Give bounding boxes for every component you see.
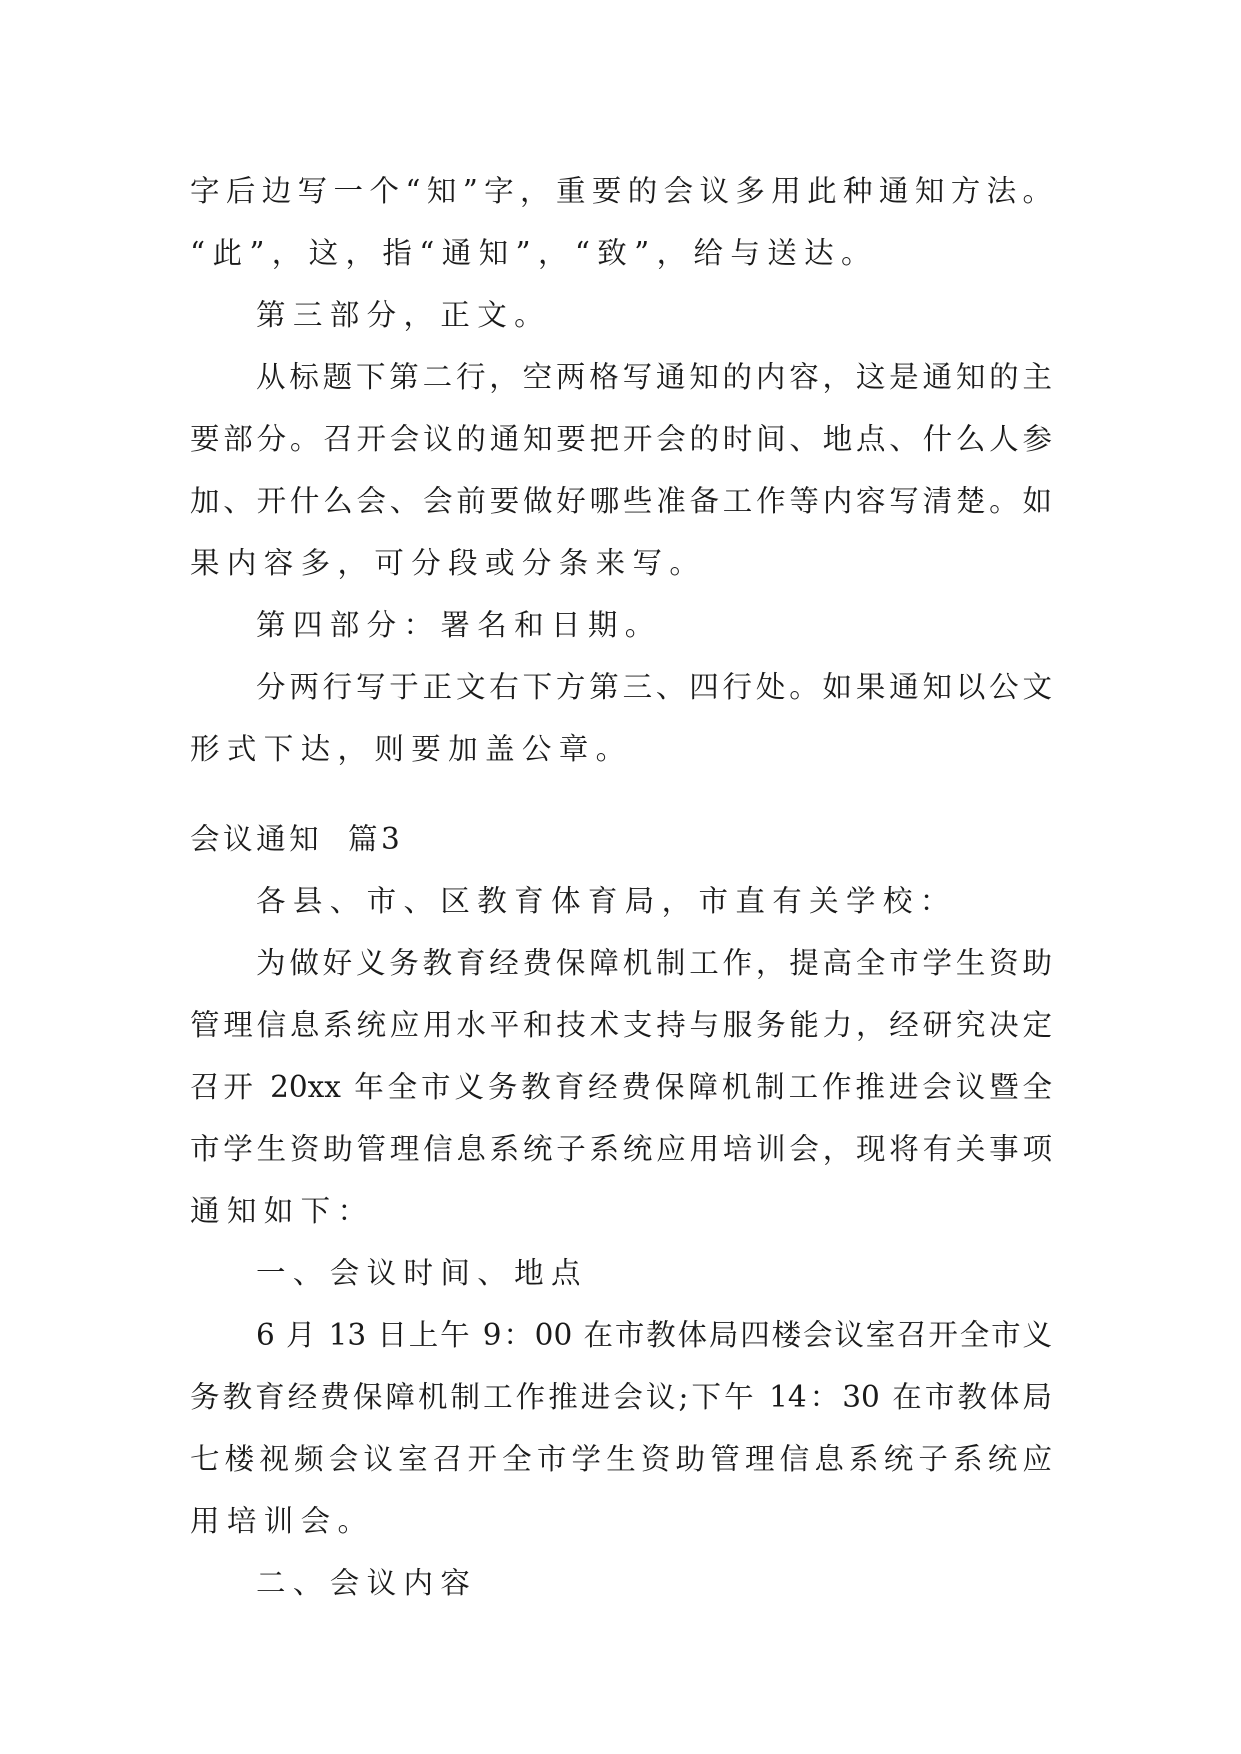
paragraph-line: 管理信息系统应用水平和技术支持与服务能力，经研究决定 — [190, 1008, 1052, 1042]
part3-title: 第三部分，正文。 — [256, 298, 552, 332]
section-gap — [190, 780, 1052, 808]
paragraph-line: 务教育经费保障机制工作推进会议;下午 14：30 在市教体局 — [190, 1380, 1052, 1414]
item2-title: 二、会议内容 — [256, 1566, 478, 1600]
salutation: 各县、市、区教育体育局，市直有关学校： — [256, 884, 957, 918]
paragraph-line: 七楼视频会议室召开全市学生资助管理信息系统子系统应 — [190, 1442, 1052, 1476]
section-heading: 会议通知 篇3 — [190, 822, 404, 856]
paragraph-line: 从标题下第二行，空两格写通知的内容，这是通知的主 — [256, 360, 1052, 394]
paragraph-line: 形式下达，则要加盖公章。 — [190, 732, 633, 766]
paragraph-line: 市学生资助管理信息系统子系统应用培训会，现将有关事项 — [190, 1132, 1052, 1166]
paragraph-line: 果内容多，可分段或分条来写。 — [190, 546, 707, 580]
paragraph-line: 要部分。召开会议的通知要把开会的时间、地点、什么人参 — [190, 422, 1052, 456]
paragraph-line: 通知如下： — [190, 1194, 375, 1228]
paragraph-line: “此”，这，指“通知”，“致”，给与送达。 — [190, 236, 878, 270]
paragraph-line: 分两行写于正文右下方第三、四行处。如果通知以公文 — [256, 670, 1052, 704]
part4-title: 第四部分：署名和日期。 — [256, 608, 662, 642]
paragraph-line: 召开 20xx 年全市义务教育经费保障机制工作推进会议暨全 — [190, 1070, 1052, 1104]
paragraph-line: 加、开什么会、会前要做好哪些准备工作等内容写清楚。如 — [190, 484, 1052, 518]
paragraph-line: 6 月 13 日上午 9：00 在市教体局四楼会议室召开全市义 — [256, 1318, 1052, 1352]
paragraph-line: 用培训会。 — [190, 1504, 375, 1538]
document-body — [190, 160, 1052, 1614]
paragraph-line: 为做好义务教育经费保障机制工作，提高全市学生资助 — [256, 946, 1052, 980]
paragraph-line: 字后边写一个“知”字，重要的会议多用此种通知方法。 — [190, 174, 1052, 208]
item1-title: 一、会议时间、地点 — [256, 1256, 588, 1290]
